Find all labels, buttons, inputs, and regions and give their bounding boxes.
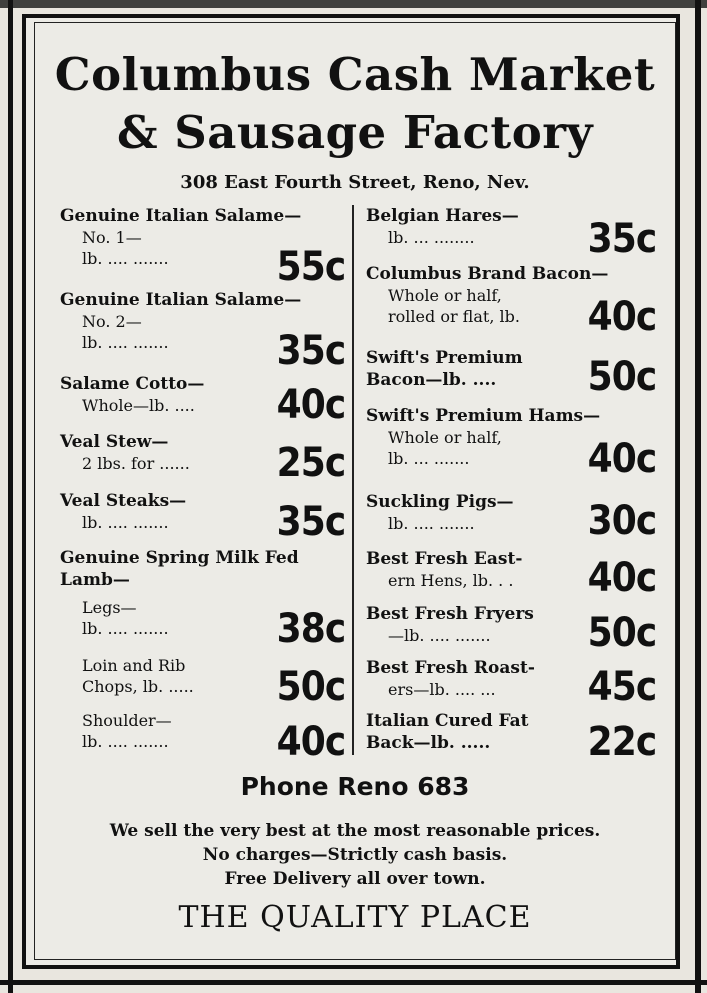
item-name: Best Fresh Fryers: [366, 604, 534, 624]
column-divider: [352, 205, 354, 755]
item-detail: Chops, lb. .....: [82, 677, 194, 696]
price-item: [60, 431, 345, 486]
lamb-heading: [60, 547, 345, 595]
title-line-1: Columbus Cash Market: [54, 48, 656, 101]
price-item: [366, 405, 656, 482]
tagline: We sell the very best at the most reasonable prices.: [109, 821, 601, 841]
item-detail: 2 lbs. for ......: [82, 454, 190, 473]
item-price: 30c: [587, 498, 656, 544]
item-detail: Whole—lb. ....: [82, 396, 195, 415]
item-price: 22c: [587, 719, 656, 765]
price-item: [60, 289, 345, 374]
item-detail: ers—lb. .... ...: [388, 680, 496, 699]
tagline: No charges—Strictly cash basis.: [202, 845, 508, 865]
item-name: Belgian Hares—: [366, 206, 519, 226]
item-detail: lb. .... .......: [82, 249, 169, 268]
left-border: [8, 0, 13, 993]
title-line-2: & Sausage Factory: [116, 106, 594, 159]
tagline: Free Delivery all over town.: [224, 869, 486, 889]
item-price: 35c: [276, 499, 345, 545]
price-item: [60, 710, 345, 765]
item-name: Bacon—lb. ....: [366, 370, 497, 390]
phone-number: Phone Reno 683: [240, 772, 470, 801]
item-detail: Loin and Rib: [82, 656, 186, 675]
item-detail: Whole or half,: [388, 428, 502, 447]
item-name: Italian Cured Fat: [366, 711, 529, 731]
price-item: [366, 263, 656, 340]
item-name: Genuine Italian Salame—: [60, 206, 302, 226]
item-detail: Legs—: [82, 598, 137, 617]
item-price: 35c: [587, 216, 656, 262]
item-price: 38c: [276, 606, 345, 652]
price-item: [366, 205, 656, 262]
item-name: Veal Steaks—: [60, 491, 187, 511]
item-price: 25c: [276, 440, 345, 486]
item-name: Genuine Spring Milk Fed: [60, 548, 299, 568]
item-detail: Shoulder—: [82, 711, 172, 730]
item-name: Best Fresh Roast-: [366, 658, 535, 678]
item-price: 45c: [587, 664, 656, 710]
item-name: Columbus Brand Bacon—: [366, 264, 609, 284]
item-price: 50c: [587, 610, 656, 656]
price-item: [366, 548, 656, 601]
item-price: 50c: [587, 354, 656, 400]
item-price: 55c: [276, 244, 345, 290]
item-detail: lb. ... ........: [388, 228, 475, 247]
top-border: [0, 0, 707, 8]
price-item: [60, 597, 345, 652]
item-detail: —lb. .... .......: [388, 626, 491, 645]
price-item: [366, 710, 656, 765]
item-price: 40c: [587, 555, 656, 601]
slogan: THE QUALITY PLACE: [178, 900, 532, 935]
item-price: 50c: [276, 664, 345, 710]
item-detail: Whole or half,: [388, 286, 502, 305]
item-name: Back—lb. .....: [366, 733, 491, 753]
item-price: 40c: [276, 719, 345, 765]
item-name: Swift's Premium: [366, 348, 523, 368]
price-item: [366, 347, 656, 400]
store-address: 308 East Fourth Street, Reno, Nev.: [180, 172, 530, 193]
bottom-border: [0, 980, 707, 985]
item-name: Lamb—: [60, 570, 130, 590]
price-item: [60, 490, 345, 545]
price-item: [60, 205, 345, 290]
item-detail: No. 1—: [82, 228, 142, 247]
item-price: 40c: [276, 382, 345, 428]
item-name: Suckling Pigs—: [366, 492, 514, 512]
item-detail: lb. .... .......: [82, 732, 169, 751]
item-name: Genuine Italian Salame—: [60, 290, 302, 310]
item-detail: lb. .... .......: [82, 619, 169, 638]
item-detail: No. 2—: [82, 312, 142, 331]
item-detail: lb. .... .......: [388, 514, 475, 533]
item-detail: ern Hens, lb. . .: [388, 571, 514, 590]
right-border: [695, 0, 701, 993]
item-price: 40c: [587, 294, 656, 340]
price-item: [60, 373, 345, 428]
item-name: Salame Cotto—: [60, 374, 205, 394]
item-price: 35c: [276, 328, 345, 374]
price-item: [60, 655, 345, 710]
price-item: [366, 603, 656, 656]
item-detail: lb. .... .......: [82, 333, 169, 352]
item-name: Best Fresh East-: [366, 549, 523, 569]
item-detail: lb. ... .......: [388, 449, 470, 468]
item-price: 40c: [587, 436, 656, 482]
item-detail: rolled or flat, lb.: [388, 307, 520, 326]
item-name: Veal Stew—: [60, 432, 169, 452]
item-name: Swift's Premium Hams—: [366, 406, 601, 426]
price-item: [366, 491, 656, 544]
price-item: [366, 657, 656, 710]
item-detail: lb. .... .......: [82, 513, 169, 532]
